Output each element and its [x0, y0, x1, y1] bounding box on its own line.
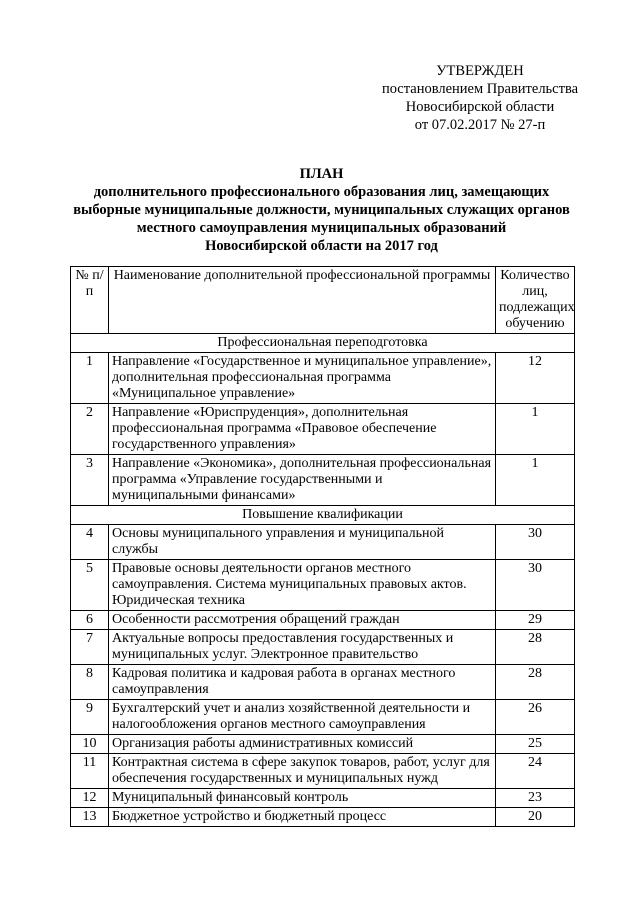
- row-number: 9: [71, 700, 109, 735]
- row-number: 8: [71, 665, 109, 700]
- table-row: [71, 353, 575, 404]
- participant-count: 25: [496, 735, 575, 754]
- table-row: [71, 611, 575, 630]
- header-count: Количество лиц, подлежащих обучению: [496, 267, 575, 334]
- section-row: [71, 334, 575, 353]
- approval-decree: постановлением Правительства: [381, 81, 579, 97]
- row-number: 10: [71, 735, 109, 754]
- participant-count: 1: [496, 455, 575, 506]
- participant-count: 26: [496, 700, 575, 735]
- table-row: [71, 754, 575, 789]
- participant-count: 28: [496, 630, 575, 665]
- participant-count: 30: [496, 560, 575, 611]
- row-number: 12: [71, 789, 109, 808]
- table-row: [71, 525, 575, 560]
- participant-count: 12: [496, 353, 575, 404]
- table-row: [71, 789, 575, 808]
- program-name: Направление «Экономика», дополнительная профессиональная программа «Управление государственными и муниципальными финансами»: [109, 455, 496, 506]
- participant-count: 1: [496, 404, 575, 455]
- row-number: 7: [71, 630, 109, 665]
- program-name: Организация работы административных комиссий: [109, 735, 496, 754]
- row-number: 1: [71, 353, 109, 404]
- row-number: 4: [71, 525, 109, 560]
- approval-date-number: от 07.02.2017 № 27-п: [414, 117, 546, 133]
- document-title: [70, 165, 573, 255]
- program-name: Направление «Юриспруденция», дополнительная профессиональная программа «Правовое обеспечение государственного управления»: [109, 404, 496, 455]
- table-header-row: [71, 267, 575, 334]
- title-line-2: дополнительного профессионального образования лиц, замещающих: [93, 184, 550, 200]
- row-number: 3: [71, 455, 109, 506]
- row-number: 11: [71, 754, 109, 789]
- header-number: № п/п: [71, 267, 109, 334]
- row-number: 13: [71, 808, 109, 827]
- table-row: [71, 665, 575, 700]
- title-line-5: Новосибирской области на 2017 год: [205, 238, 438, 254]
- title-line-3: выборные муниципальные должности, муниципальных служащих органов: [73, 202, 570, 218]
- table-row: [71, 560, 575, 611]
- table-row: [71, 808, 575, 827]
- table-row: [71, 455, 575, 506]
- program-name: Бюджетное устройство и бюджетный процесс: [109, 808, 496, 827]
- title-line-1: ПЛАН: [299, 166, 344, 182]
- table-row: [71, 700, 575, 735]
- row-number: 5: [71, 560, 109, 611]
- header-program-name: Наименование дополнительной профессиональной программы: [109, 267, 496, 334]
- program-name: Кадровая политика и кадровая работа в органах местного самоуправления: [109, 665, 496, 700]
- approval-region: Новосибирской области: [405, 99, 555, 115]
- section-row: [71, 506, 575, 525]
- program-name: Актуальные вопросы предоставления государственных и муниципальных услуг. Электронное правительство: [109, 630, 496, 665]
- plan-table: [70, 266, 575, 827]
- row-number: 6: [71, 611, 109, 630]
- participant-count: 24: [496, 754, 575, 789]
- table-row: [71, 735, 575, 754]
- participant-count: 20: [496, 808, 575, 827]
- section-title: Профессиональная переподготовка: [71, 334, 575, 353]
- program-name: Контрактная система в сфере закупок товаров, работ, услуг для обеспечения государственных и муниципальных нужд: [109, 754, 496, 789]
- participant-count: 23: [496, 789, 575, 808]
- approval-stamp: [380, 62, 580, 134]
- approval-title: УТВЕРЖДЕН: [436, 63, 524, 79]
- program-name: Основы муниципального управления и муниципальной службы: [109, 525, 496, 560]
- participant-count: 30: [496, 525, 575, 560]
- table-row: [71, 404, 575, 455]
- program-name: Муниципальный финансовый контроль: [109, 789, 496, 808]
- program-name: Особенности рассмотрения обращений граждан: [109, 611, 496, 630]
- table-row: [71, 630, 575, 665]
- row-number: 2: [71, 404, 109, 455]
- program-name: Направление «Государственное и муниципальное управление», дополнительная профессиональная программа «Муниципальное управление»: [109, 353, 496, 404]
- plan-table-body: [71, 334, 575, 827]
- participant-count: 29: [496, 611, 575, 630]
- program-name: Правовые основы деятельности органов местного самоуправления. Система муниципальных правовых актов. Юридическая техника: [109, 560, 496, 611]
- title-line-4: местного самоуправления муниципальных образований: [136, 220, 507, 236]
- section-title: Повышение квалификации: [71, 506, 575, 525]
- program-name: Бухгалтерский учет и анализ хозяйственной деятельности и налогообложения органов местного самоуправления: [109, 700, 496, 735]
- participant-count: 28: [496, 665, 575, 700]
